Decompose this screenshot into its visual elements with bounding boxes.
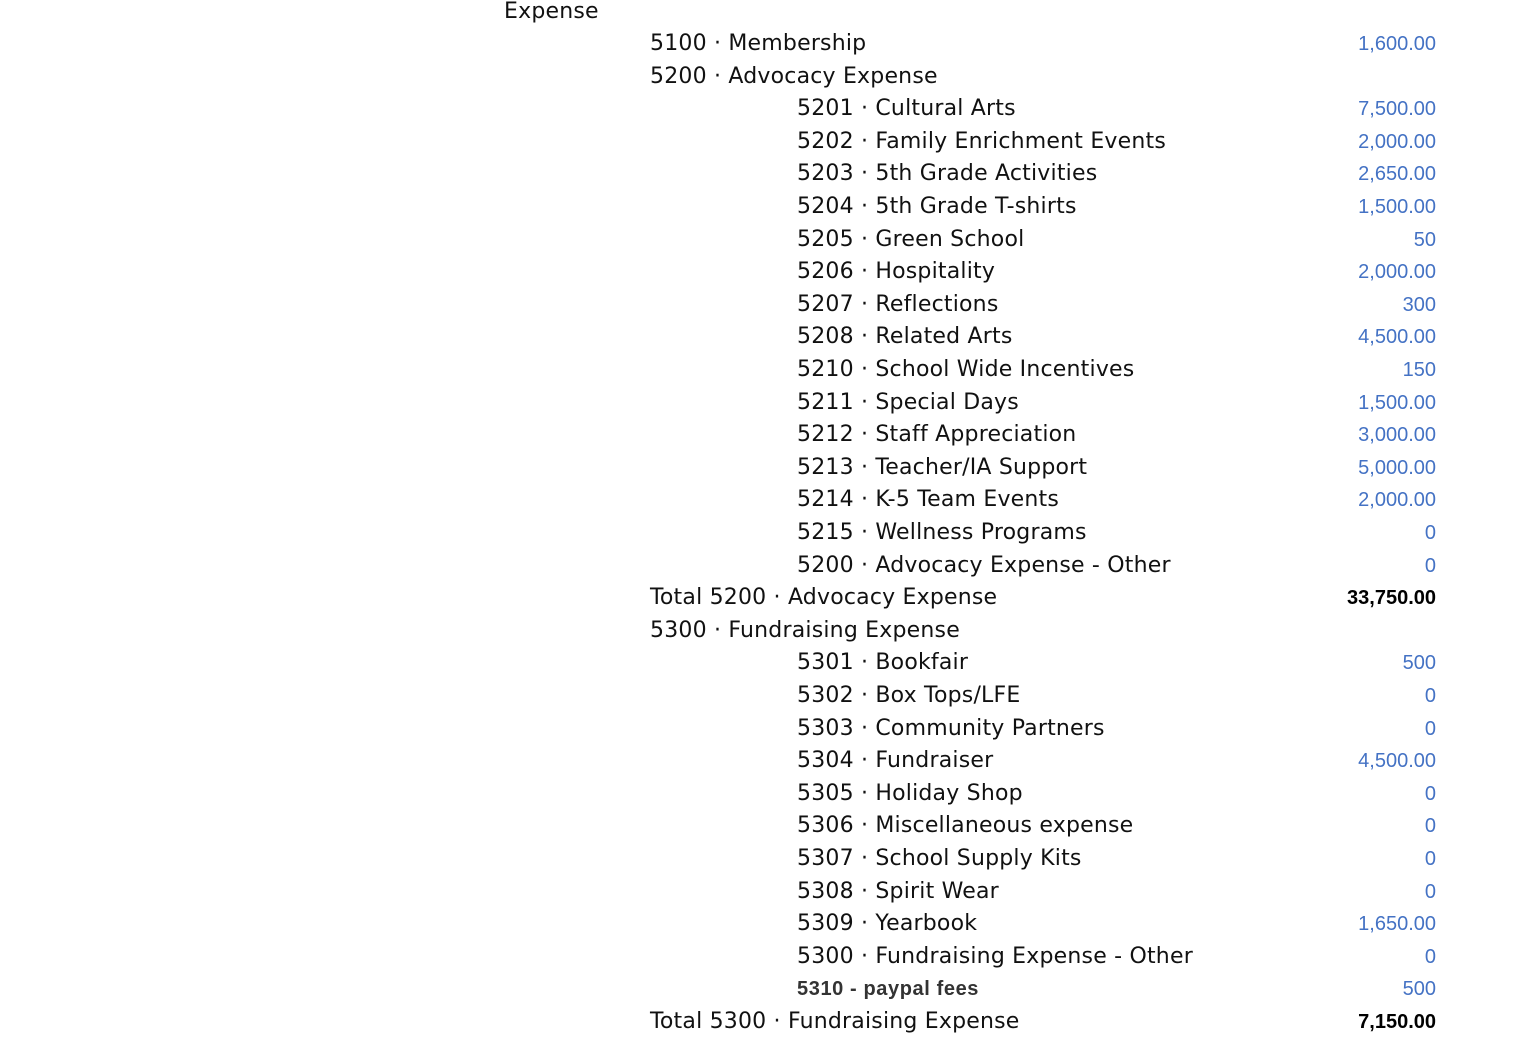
account-row [0, 647, 1528, 679]
account-label: 5302 · Box Tops/LFE [797, 683, 1021, 708]
account-row [0, 387, 1528, 419]
account-row [0, 745, 1528, 777]
section-row [0, 0, 1528, 28]
account-label: 5203 · 5th Grade Activities [797, 161, 1098, 187]
account-row [0, 452, 1528, 484]
account-amount: 2,650.00 [1358, 163, 1436, 186]
account-label: 5214 · K-5 Team Events [797, 487, 1060, 513]
account-amount: 0 [1424, 685, 1436, 707]
account-row [0, 550, 1528, 582]
account-amount: 500 [1402, 978, 1436, 1001]
account-row [0, 680, 1528, 712]
section-label: Expense [504, 0, 599, 24]
account-label: 5300 · Fundraising Expense [650, 617, 960, 643]
account-amount: 1,600.00 [1358, 33, 1436, 55]
account-label: 5215 · Wellness Programs [797, 520, 1087, 545]
account-row [0, 419, 1528, 451]
account-amount: 2,000.00 [1358, 261, 1436, 284]
account-label: 5307 · School Supply Kits [797, 846, 1082, 871]
account-label: 5303 · Community Partners [797, 715, 1105, 741]
account-label: 5200 · Advocacy Expense - Other [797, 552, 1171, 578]
account-amount: 0 [1424, 945, 1436, 968]
account-label: 5201 · Cultural Arts [797, 96, 1016, 122]
account-label: 5204 · 5th Grade T-shirts [797, 194, 1077, 219]
account-label: 5205 · Green School [797, 226, 1025, 252]
account-row [0, 484, 1528, 516]
account-row [0, 354, 1528, 386]
account-row [0, 126, 1528, 158]
account-row [0, 93, 1528, 125]
account-row [0, 158, 1528, 190]
account-row [0, 28, 1528, 60]
account-label: 5213 · Teacher/IA Support [797, 454, 1088, 480]
account-amount: 500 [1402, 652, 1436, 675]
account-amount: 0 [1424, 782, 1436, 805]
group-row [0, 615, 1528, 647]
account-row [0, 810, 1528, 842]
account-row [0, 908, 1528, 940]
account-amount: 0 [1424, 815, 1436, 838]
account-amount: 4,500.00 [1358, 326, 1436, 349]
account-label: 5200 · Advocacy Expense [650, 63, 938, 89]
account-row [0, 973, 1528, 1005]
account-amount: 4,500.00 [1358, 750, 1436, 773]
account-amount: 1,650.00 [1358, 913, 1436, 936]
account-label: 5206 · Hospitality [797, 259, 996, 285]
account-label: 5208 · Related Arts [797, 324, 1013, 350]
account-label: 5212 · Staff Appreciation [797, 422, 1077, 448]
account-label: 5211 · Special Days [797, 389, 1019, 415]
account-row [0, 256, 1528, 288]
account-label: 5301 · Bookfair [797, 650, 969, 676]
account-label: 5207 · Reflections [797, 291, 999, 317]
account-row [0, 321, 1528, 353]
account-row [0, 224, 1528, 256]
account-row [0, 778, 1528, 810]
account-label: Total 5300 · Fundraising Expense [650, 1009, 1020, 1034]
account-amount: 0 [1424, 554, 1436, 577]
account-label: 5100 · Membership [650, 31, 867, 56]
total-row [0, 582, 1528, 614]
account-row [0, 843, 1528, 875]
account-row [0, 713, 1528, 745]
account-label: 5210 · School Wide Incentives [797, 357, 1135, 382]
account-amount: 1,500.00 [1358, 196, 1436, 218]
account-row [0, 876, 1528, 908]
account-amount: 50 [1413, 228, 1436, 251]
total-amount: 7,150.00 [1358, 1011, 1436, 1033]
account-amount: 0 [1424, 880, 1436, 903]
account-amount: 0 [1424, 848, 1436, 870]
account-amount: 150 [1402, 359, 1436, 381]
total-row [0, 1006, 1528, 1038]
account-row [0, 941, 1528, 973]
account-row [0, 191, 1528, 223]
account-amount: 2,000.00 [1358, 130, 1436, 153]
account-amount: 7,500.00 [1358, 98, 1436, 121]
account-label: 5306 · Miscellaneous expense [797, 813, 1134, 839]
account-label: 5300 · Fundraising Expense - Other [797, 943, 1193, 969]
account-amount: 5,000.00 [1358, 456, 1436, 479]
account-amount: 300 [1402, 293, 1436, 316]
account-label: 5304 · Fundraiser [797, 748, 994, 774]
account-label: Total 5200 · Advocacy Expense [650, 585, 998, 611]
account-amount: 0 [1424, 522, 1436, 544]
account-label: 5305 · Holiday Shop [797, 780, 1023, 806]
account-row [0, 289, 1528, 321]
account-row [0, 517, 1528, 549]
account-label: 5309 · Yearbook [797, 911, 978, 937]
account-label: 5310 - paypal fees [797, 978, 980, 1001]
group-row [0, 61, 1528, 93]
account-label: 5308 · Spirit Wear [797, 878, 999, 904]
account-amount: 3,000.00 [1358, 424, 1436, 447]
account-amount: 2,000.00 [1358, 489, 1436, 512]
account-amount: 1,500.00 [1358, 391, 1436, 414]
account-amount: 0 [1424, 717, 1436, 740]
account-label: 5202 · Family Enrichment Events [797, 128, 1167, 154]
total-amount: 33,750.00 [1347, 587, 1436, 610]
